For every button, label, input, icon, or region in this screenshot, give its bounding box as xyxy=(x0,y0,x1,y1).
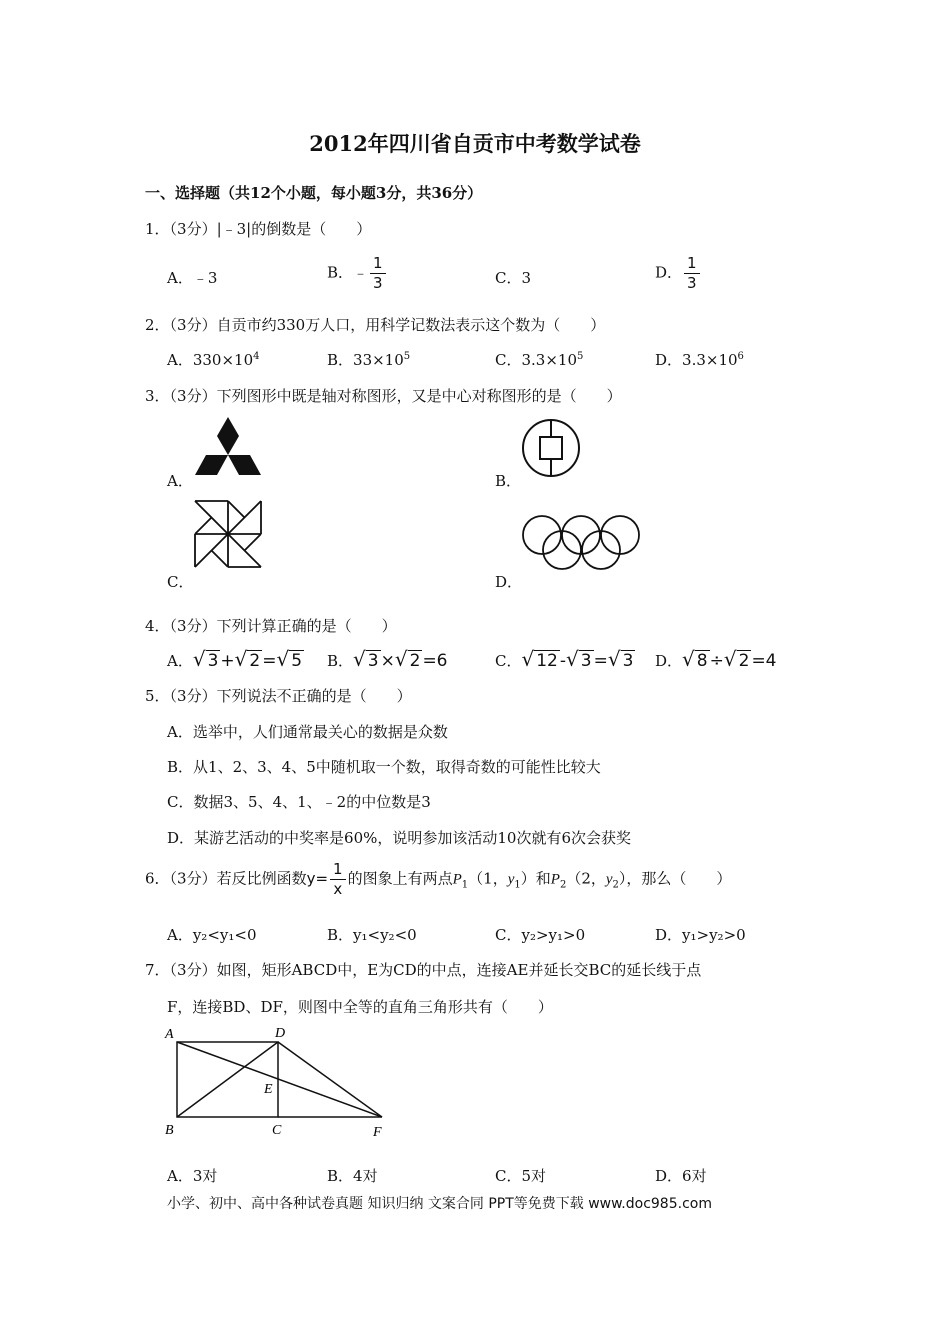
q2-option-b xyxy=(327,349,410,370)
footer-watermark: 小学、初中、高中各种试卷真题 知识归纳 文案合同 PPT等免费下载 www.doc985.com xyxy=(167,1196,712,1212)
sqrt-term: √ 2 xyxy=(394,647,421,671)
sqrt-term: √ 8 xyxy=(682,647,708,671)
radicand: 2 xyxy=(409,651,421,671)
q4-option-c xyxy=(495,647,635,671)
fraction-numerator: 1 xyxy=(684,256,700,274)
fraction-numerator: 1 xyxy=(370,256,386,274)
q6-option-d: D．y₁>y₂>0 xyxy=(655,926,746,944)
page-title: 2012年四川省自贡市中考数学试卷 xyxy=(309,131,641,156)
q1-option-b-fraction xyxy=(370,256,386,291)
q3-stem: 3．（3分）下列图形中既是轴对称图形，又是中心对称图形的是（ ） xyxy=(145,387,622,405)
q7-option-b: B．4对 xyxy=(327,1167,378,1185)
point-p1: P xyxy=(452,871,462,888)
point-p1-y: y xyxy=(507,871,515,888)
point-p2-y-sub: 2 xyxy=(612,879,619,891)
q1-option-b-sign: ﹣ xyxy=(353,263,369,282)
q5-option-c: C．数据3、5、4、1、﹣2的中位数是3 xyxy=(167,793,431,811)
q5-option-d: D．某游艺活动的中奖率是60%，说明参加该活动10次就有6次会获奖 xyxy=(167,829,631,847)
q1-option-b xyxy=(327,256,388,291)
q2-option-a-base: A．330×10 xyxy=(167,351,254,369)
q1-stem: 1．（3分）|﹣3|的倒数是（ ） xyxy=(145,220,372,238)
sqrt-term: √ 3 xyxy=(192,647,219,671)
sqrt-term: √ 5 xyxy=(276,647,303,671)
radicand: 5 xyxy=(291,651,303,671)
q4-option-c-label: C． xyxy=(495,652,522,670)
q3-option-b: B． xyxy=(495,472,522,490)
radicand: 2 xyxy=(249,651,261,671)
q1-option-c: C．3 xyxy=(495,269,532,287)
q4-option-d-label: D． xyxy=(655,652,683,670)
q7-option-d: D．6对 xyxy=(655,1167,707,1185)
sqrt-term: √ 3 xyxy=(607,647,634,671)
fraction-numerator: 1 xyxy=(330,862,346,880)
q7-option-a: A．3对 xyxy=(167,1167,218,1185)
fraction-denominator: 3 xyxy=(373,274,383,292)
q5-option-b: B．从1、2、3、4、5中随机取一个数，取得奇数的可能性比较大 xyxy=(167,758,601,776)
q2-option-d-base: D．3.3×10 xyxy=(655,351,738,369)
point-p2-coord-end: ），那么（ ） xyxy=(618,869,732,888)
sqrt-term: √ 2 xyxy=(234,647,261,671)
q6-option-b: B．y₁<y₂<0 xyxy=(327,926,417,944)
sqrt-term: √ 2 xyxy=(723,647,750,671)
q2-option-c-base: C．3.3×10 xyxy=(495,351,577,369)
q4-option-b xyxy=(327,647,448,671)
fraction-denominator: x xyxy=(333,880,343,898)
operator: - xyxy=(559,651,567,671)
label-e: E xyxy=(264,1082,273,1097)
q6-function-fraction xyxy=(330,862,346,897)
coin-figure-icon xyxy=(521,418,581,478)
q6-stem-post: 的图象上有两点 xyxy=(347,869,453,888)
result: =4 xyxy=(751,651,777,671)
q7-stem-line1: 7．（3分）如图，矩形ABCD中，E为CD的中点，连接AE并延长交BC的延长线于点 xyxy=(145,961,702,979)
q2-option-b-exp: 5 xyxy=(403,351,411,362)
point-p2: P xyxy=(550,871,560,888)
label-f: F xyxy=(373,1125,382,1140)
q2-option-b-base: B．33×10 xyxy=(327,351,404,369)
radicand: 12 xyxy=(536,651,558,671)
mitsubishi-figure-icon xyxy=(195,417,261,477)
operator: = xyxy=(593,651,608,671)
q6-function-lhs: y= xyxy=(306,869,329,888)
radicand: 3 xyxy=(580,651,592,671)
q2-option-d xyxy=(655,349,744,370)
q1-option-a: A．﹣3 xyxy=(167,269,218,287)
q5-stem: 5．（3分）下列说法不正确的是（ ） xyxy=(145,687,412,705)
q7-option-c: C．5对 xyxy=(495,1167,547,1185)
q2-option-a-exp: 4 xyxy=(253,351,260,362)
point-p2-sub: 2 xyxy=(559,879,567,891)
radicand: 3 xyxy=(622,651,634,671)
sqrt-term: √ 12 xyxy=(521,647,558,671)
q1-option-b-label: B． xyxy=(327,263,354,282)
q2-option-a xyxy=(167,349,260,370)
q5-option-a: A．选举中，人们通常最关心的数据是众数 xyxy=(167,723,448,741)
q4-option-b-label: B． xyxy=(327,652,354,670)
q4-option-a-label: A． xyxy=(167,652,193,670)
label-d: D xyxy=(275,1026,286,1041)
label-b: B xyxy=(165,1123,174,1138)
point-p1-y-sub: 1 xyxy=(514,879,521,891)
point-p2-coord: （2， xyxy=(566,869,606,888)
rectangle-geometry-figure xyxy=(160,1025,392,1140)
pinwheel-figure-icon xyxy=(194,500,262,568)
q3-option-c: C． xyxy=(167,573,194,591)
q1-option-d-fraction xyxy=(684,256,700,291)
q2-stem: 2．（3分）自贡市约330万人口，用科学记数法表示这个数为（ ） xyxy=(145,316,606,334)
q6-stem xyxy=(145,862,731,897)
point-p1-coord: （1， xyxy=(468,869,508,888)
q6-option-a: A．y₂<y₁<0 xyxy=(167,926,257,944)
radicand: 3 xyxy=(207,651,219,671)
sqrt-term: √ 3 xyxy=(353,647,379,671)
q4-option-d xyxy=(655,647,777,671)
q2-option-d-exp: 6 xyxy=(737,351,744,362)
q1-option-d xyxy=(655,256,702,291)
olympic-rings-icon xyxy=(522,515,640,571)
q1-option-d-label: D． xyxy=(655,263,683,282)
operator: ÷ xyxy=(709,651,724,671)
q7-stem-line2: F，连接BD、DF，则图中全等的直角三角形共有（ ） xyxy=(167,998,553,1016)
radicand: 2 xyxy=(738,651,750,671)
point-p2-y: y xyxy=(605,871,613,888)
q4-stem: 4．（3分）下列计算正确的是（ ） xyxy=(145,617,397,635)
label-c: C xyxy=(272,1123,282,1138)
point-p1-coord-end: ）和 xyxy=(520,869,551,888)
operator: + xyxy=(220,651,235,671)
section-heading: 一、选择题（共12个小题，每小题3分，共36分） xyxy=(145,184,483,202)
point-p1-sub: 1 xyxy=(461,879,469,891)
operator: × xyxy=(380,651,395,671)
q3-option-a: A． xyxy=(167,472,193,490)
radicand: 8 xyxy=(696,651,708,671)
q2-option-c xyxy=(495,349,583,370)
q3-option-d: D． xyxy=(495,573,523,591)
result: =6 xyxy=(422,651,448,671)
operator: = xyxy=(262,651,277,671)
radicand: 3 xyxy=(367,651,379,671)
q6-stem-pre: 6．（3分）若反比例函数 xyxy=(145,869,307,888)
q6-option-c: C．y₂>y₁>0 xyxy=(495,926,586,944)
q4-option-a xyxy=(167,647,304,671)
fraction-denominator: 3 xyxy=(687,274,697,292)
sqrt-term: √ 3 xyxy=(566,647,592,671)
label-a: A xyxy=(165,1027,174,1042)
q2-option-c-exp: 5 xyxy=(577,351,584,362)
